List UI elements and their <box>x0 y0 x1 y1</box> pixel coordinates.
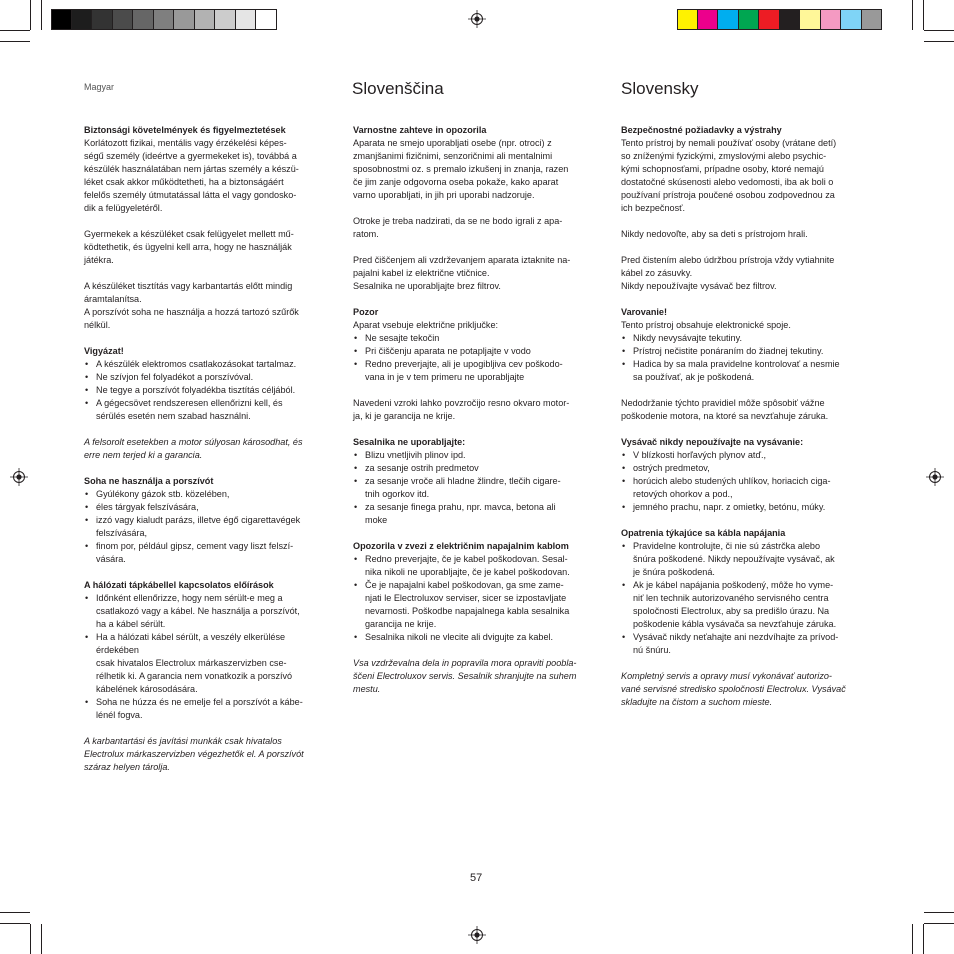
text-line: • za sesanje finega prahu, npr. mavca, betona ali <box>365 502 556 512</box>
text-line: játékra. <box>84 255 114 265</box>
text-line: kými schopnosťami, prípadne osoby, ktoré nemajú <box>621 164 824 174</box>
color-swatch <box>256 9 277 30</box>
section-heading: Biztonsági követelmények és figyelmeztetések <box>84 125 286 135</box>
text-line: sposobnostmi oz. s premalo izkušenj in znanja, razen <box>353 164 569 174</box>
text-line: • Redno preverjajte, če je kabel poškodovan. Sesal- <box>365 554 568 564</box>
section-heading: Vysávač nikdy nepoužívajte na vysávanie: <box>621 437 804 447</box>
list-item <box>353 462 598 475</box>
registration-mark-icon <box>10 468 28 486</box>
text-line: • Időnként ellenőrizze, hogy nem sérült-e meg a <box>96 593 283 603</box>
text-line: vására. <box>96 554 126 564</box>
list-item <box>621 475 871 501</box>
text-line: garancija ne krije. <box>365 619 437 629</box>
text-line: • Pri čiščenju aparata ne potapljajte v vodo <box>365 346 531 356</box>
color-swatch <box>215 9 236 30</box>
list-item <box>621 358 871 384</box>
color-swatch <box>92 9 113 30</box>
text-line: je šnúra poškodená. <box>633 567 715 577</box>
text-line: vané servisné stredisko spoločnosti Electrolux. Vysávač <box>621 684 846 694</box>
spacer <box>353 423 598 436</box>
paragraph <box>353 254 598 293</box>
text-line: používaní prístroja poučené osobou zodpovednou za <box>621 190 835 200</box>
list-item <box>84 696 329 722</box>
italic-note <box>84 735 329 774</box>
text-line: A felsorolt esetekben a motor súlyosan károsodhat, és <box>84 437 303 447</box>
text-line: Gyermekek a készüléket csak felügyelet mellett mű- <box>84 229 294 239</box>
section-heading: Sesalnika ne uporabljajte: <box>353 437 466 447</box>
text-line: Nikdy nepoužívajte vysávač bez filtrov. <box>621 281 777 291</box>
text-line: • Nikdy nevysávajte tekutiny. <box>633 333 743 343</box>
color-swatch <box>154 9 175 30</box>
section-heading: Opatrenia týkajúce sa kábla napájania <box>621 528 786 538</box>
text-line: A készüléket tisztítás vagy karbantartás előtt mindig <box>84 281 293 291</box>
text-line: ratom. <box>353 229 379 239</box>
text-line: • za sesanje ostrih predmetov <box>365 463 479 473</box>
text-line: • Ne szívjon fel folyadékot a porszívóval. <box>96 372 254 382</box>
spacer <box>621 215 871 228</box>
registration-mark-icon <box>926 468 944 486</box>
text-line: ja, ki je garancija ne krije. <box>353 411 456 421</box>
bullet-list <box>621 332 871 384</box>
color-swatch <box>51 9 72 30</box>
color-swatch <box>718 9 739 30</box>
text-line: • horúcich alebo studených uhlíkov, horiacich ciga- <box>633 476 831 486</box>
list-item <box>621 345 871 358</box>
spacer <box>84 462 329 475</box>
text-line: • Gyúlékony gázok stb. közelében, <box>96 489 230 499</box>
spacer <box>621 384 871 397</box>
paragraph <box>353 137 598 202</box>
spacer <box>353 241 598 254</box>
spacer <box>353 384 598 397</box>
text-line: készülék használatában nem jártas személy a készü- <box>84 164 299 174</box>
text-line: • Vysávač nikdy neťahajte ani nezdvíhajte za prívod- <box>633 632 839 642</box>
spacer <box>84 215 329 228</box>
text-line: felelős személy útmutatással látta el vagy gondosko- <box>84 190 297 200</box>
text-line: nélkül. <box>84 320 111 330</box>
section-heading: Opozorila v zvezi z električnim napajalnim kablom <box>353 541 569 551</box>
bullet-list <box>353 553 598 644</box>
registration-mark-icon <box>468 926 486 944</box>
list-item <box>353 345 598 358</box>
text-line: kábelének károsodására. <box>96 684 198 694</box>
paragraph <box>621 397 871 423</box>
text-line: kábel zo zásuvky. <box>621 268 693 278</box>
text-line: • Ak je kábel napájania poškodený, môže ho vyme- <box>633 580 834 590</box>
spacer <box>353 293 598 306</box>
paragraph <box>621 254 871 293</box>
text-line: dostatočné skúsenosti alebo vedomosti, iba ak boli o <box>621 177 834 187</box>
text-line: rélhetik ki. A garancia nem vonatkozik a porszívó <box>96 671 293 681</box>
text-line: Aparat vsebuje električne priključke: <box>353 320 499 330</box>
text-line: • Soha ne húzza és ne emelje fel a porszívót a kábe- <box>96 697 303 707</box>
list-item <box>621 540 871 579</box>
list-item <box>353 631 598 644</box>
text-line: Nedodržanie týchto pravidiel môže spôsobiť vážne <box>621 398 825 408</box>
text-line: Korlátozott fizikai, mentális vagy érzékelési képes- <box>84 138 287 148</box>
list-item <box>621 579 871 631</box>
text-line: Vsa vzdrževalna dela in popravila mora opraviti poobla- <box>353 658 577 668</box>
text-line: • Hadica by sa mala pravidelne kontrolovať a nesmie <box>633 359 840 369</box>
color-swatch <box>800 9 821 30</box>
paragraph <box>621 228 871 241</box>
section-heading: Varnostne zahteve in opozorila <box>353 125 487 135</box>
text-line: vana in je v tem primeru ne uporabljajte <box>365 372 525 382</box>
text-line: niť len technik autorizovaného servisného centra <box>633 593 829 603</box>
list-item <box>621 462 871 475</box>
text-line: A porszívót soha ne használja a hozzá tartozó szűrők <box>84 307 299 317</box>
text-line: pajalni kabel iz električne vtičnice. <box>353 268 490 278</box>
section-heading: Vigyázat! <box>84 346 124 356</box>
text-line: Tento prístroj obsahuje elektronické spoje. <box>621 320 791 330</box>
text-line: tnih ogorkov itd. <box>365 489 430 499</box>
paragraph <box>621 137 871 215</box>
section-heading: Varovanie! <box>621 307 667 317</box>
section-heading: Bezpečnostné požiadavky a výstrahy <box>621 125 782 135</box>
bullet-list <box>621 540 871 657</box>
text-line: • Ha a hálózati kábel sérült, a veszély elkerülése érdekében <box>96 632 286 655</box>
spacer <box>353 202 598 215</box>
color-swatch <box>195 9 216 30</box>
text-line: zmanjšanimi fizičnimi, senzoričnimi ali mentalnimi <box>353 151 553 161</box>
color-swatch <box>759 9 780 30</box>
section-heading: Pozor <box>353 307 379 317</box>
text-line: dik a felügyeletéről. <box>84 203 163 213</box>
spacer <box>621 514 871 527</box>
spacer <box>353 644 598 657</box>
spacer <box>621 423 871 436</box>
spacer <box>353 527 598 540</box>
text-line: Kompletný servis a opravy musí vykonávať autorizo- <box>621 671 832 681</box>
color-swatch <box>133 9 154 30</box>
column-slovenian <box>353 124 598 696</box>
text-line: Pred čiščenjem ali vzdrževanjem aparata iztaknite na- <box>353 255 571 265</box>
text-line: Otroke je treba nadzirati, da se ne bodo igrali z apa- <box>353 216 563 226</box>
list-item <box>84 384 329 397</box>
text-line: • A gégecsövet rendszeresen ellenőrizni kell, és <box>96 398 283 408</box>
color-swatch <box>113 9 134 30</box>
spacer <box>621 241 871 254</box>
italic-note <box>621 670 871 709</box>
text-line: Pred čistením alebo údržbou prístroja vždy vytiahnite <box>621 255 835 265</box>
text-line: njati le Electroluxov serviser, sicer se izpostavljate <box>365 593 567 603</box>
list-item <box>353 332 598 345</box>
text-line: Electrolux márkaszervizben végezhetők el. A porszívót <box>84 749 304 759</box>
italic-note <box>353 657 598 696</box>
section-title-slovak: Slovensky <box>621 79 699 98</box>
text-line: sérülés esetén nem szabad használni. <box>96 411 251 421</box>
text-line: sa používať, ak je poškodená. <box>633 372 755 382</box>
text-line: • ostrých predmetov, <box>633 463 710 473</box>
color-swatch <box>72 9 93 30</box>
color-swatch <box>739 9 760 30</box>
color-swatch <box>677 9 698 30</box>
list-item <box>621 631 871 657</box>
list-item <box>353 501 598 527</box>
spacer <box>84 423 329 436</box>
list-item <box>84 540 329 566</box>
text-line: Tento prístroj by nemali používať osoby (vrátane detí) <box>621 138 837 148</box>
registration-mark-icon <box>468 10 486 28</box>
spacer <box>621 657 871 670</box>
text-line: Sesalnika ne uporabljajte brez filtrov. <box>353 281 501 291</box>
text-line: felszívására, <box>96 528 148 538</box>
text-line: léket csak akkor működtetheti, ha a biztonságáért <box>84 177 284 187</box>
text-line: Nikdy nedovoľte, aby sa deti s prístrojom hrali. <box>621 229 808 239</box>
text-line: áramtalanítsa. <box>84 294 142 304</box>
list-item <box>84 488 329 501</box>
text-line: skladujte na čistom a suchom mieste. <box>621 697 773 707</box>
text-line: • V blízkosti horľavých plynov atď., <box>633 450 767 460</box>
paragraph <box>84 228 329 267</box>
text-line: • Pravidelne kontrolujte, či nie sú zástrčka alebo <box>633 541 821 551</box>
spacer <box>84 332 329 345</box>
color-swatch <box>862 9 883 30</box>
text-line: Navedeni vzroki lahko povzročijo resno okvaro motor- <box>353 398 570 408</box>
color-swatch <box>236 9 257 30</box>
bullet-list <box>353 332 598 384</box>
list-item <box>84 631 329 696</box>
text-line: mestu. <box>353 684 381 694</box>
paragraph <box>84 137 329 215</box>
paragraph <box>84 280 329 332</box>
text-line: • Sesalnika nikoli ne vlecite ali dvigujte za kabel. <box>365 632 554 642</box>
bullet-list <box>84 592 329 722</box>
list-item <box>84 358 329 371</box>
text-line: spoločnosti Electrolux, aby sa predišlo úrazu. Na <box>633 606 830 616</box>
text-line: • Če je napajalni kabel poškodovan, ga sme zame- <box>365 580 564 590</box>
process-color-bar <box>677 9 882 30</box>
bullet-list <box>84 358 329 423</box>
column-slovak <box>621 124 871 709</box>
text-line: • Prístroj nečistite ponáraním do žiadnej tekutiny. <box>633 346 824 356</box>
text-line: csatlakozó vagy a kábel. Ne használja a porszívót, <box>96 606 300 616</box>
column-hungarian <box>84 124 329 774</box>
text-line: ščeni Electroluxov servis. Sesalnik shranjujte na suhem <box>353 671 577 681</box>
list-item <box>84 514 329 540</box>
list-item <box>84 501 329 514</box>
color-swatch <box>780 9 801 30</box>
text-line: • Redno preverjajte, ali je upogibljiva cev poškodo- <box>365 359 563 369</box>
text-line: moke <box>365 515 388 525</box>
text-line: ségű személy (ideértve a gyermekeket is), továbbá a <box>84 151 297 161</box>
text-line: • jemného prachu, napr. z omietky, betónu, múky. <box>633 502 826 512</box>
color-swatch <box>841 9 862 30</box>
language-label-hungarian: Magyar <box>84 82 115 92</box>
text-line: nika nikoli ne uporabljajte, če je kabel poškodovan. <box>365 567 570 577</box>
text-line: • A készülék elektromos csatlakozásokat tartalmaz. <box>96 359 297 369</box>
text-line: lénél fogva. <box>96 710 143 720</box>
text-line: če jim zanje odgovorna oseba pokaže, kako aparat <box>353 177 559 187</box>
spacer <box>84 722 329 735</box>
paragraph <box>353 319 598 332</box>
text-line: A karbantartási és javítási munkák csak hivatalos <box>84 736 282 746</box>
text-line: ha a kábel sérült. <box>96 619 166 629</box>
text-line: ich bezpečnosť. <box>621 203 686 213</box>
text-line: nú šnúru. <box>633 645 671 655</box>
bullet-list <box>84 488 329 566</box>
text-line: • éles tárgyak felszívására, <box>96 502 199 512</box>
list-item <box>621 501 871 514</box>
list-item <box>84 371 329 384</box>
list-item <box>353 449 598 462</box>
list-item <box>621 332 871 345</box>
text-line: • za sesanje vroče ali hladne žlindre, tlečih cigare- <box>365 476 561 486</box>
list-item <box>84 592 329 631</box>
color-swatch <box>698 9 719 30</box>
color-swatch <box>821 9 842 30</box>
bullet-list <box>353 449 598 527</box>
spacer <box>84 267 329 280</box>
text-line: poškodenie kábla vysávača sa nevzťahuje záruka. <box>633 619 837 629</box>
list-item <box>353 475 598 501</box>
text-line: • Blizu vnetljivih plinov ipd. <box>365 450 466 460</box>
paragraph <box>353 397 598 423</box>
text-line: • izzó vagy kialudt parázs, illetve égő cigarettavégek <box>96 515 301 525</box>
text-line: • finom por, például gipsz, cement vagy liszt felszí- <box>96 541 294 551</box>
paragraph <box>353 215 598 241</box>
text-line: száraz helyen tárolja. <box>84 762 170 772</box>
list-item <box>353 553 598 579</box>
color-swatch <box>174 9 195 30</box>
section-heading: A hálózati tápkábellel kapcsolatos előírások <box>84 580 274 590</box>
list-item <box>353 579 598 631</box>
bullet-list <box>621 449 871 514</box>
text-line: šnúra poškodené. Nikdy nepoužívajte vysávač, ak <box>633 554 835 564</box>
text-line: so zníženými fyzickými, zmyslovými alebo psychic- <box>621 151 827 161</box>
page-number: 57 <box>470 872 483 884</box>
text-line: varno uporabljati, in jih pri uporabi nadzoruje. <box>353 190 535 200</box>
spacer <box>84 566 329 579</box>
grayscale-color-bar <box>51 9 277 30</box>
text-line: • Ne sesajte tekočin <box>365 333 440 343</box>
section-heading: Soha ne használja a porszívót <box>84 476 214 486</box>
spacer <box>621 293 871 306</box>
text-line: ködtethetik, és ügyelni kell arra, hogy ne használják <box>84 242 292 252</box>
text-line: Aparata ne smejo uporabljati osebe (npr. otroci) z <box>353 138 552 148</box>
text-line: retových ohorkov a pod., <box>633 489 733 499</box>
list-item <box>84 397 329 423</box>
section-title-slovenian: Slovenščina <box>352 79 444 98</box>
text-line: nevarnosti. Poškodbe napajalnega kabla sesalnika <box>365 606 570 616</box>
paragraph <box>621 319 871 332</box>
text-line: poškodenie motora, na ktoré sa nevzťahuje záruka. <box>621 411 829 421</box>
text-line: • Ne tegye a porszívót folyadékba tisztítás céljából. <box>96 385 296 395</box>
list-item <box>621 449 871 462</box>
list-item <box>353 358 598 384</box>
italic-note <box>84 436 329 462</box>
text-line: csak hivatalos Electrolux márkaszervizben cse- <box>96 658 287 668</box>
text-line: erre nem terjed ki a garancia. <box>84 450 203 460</box>
